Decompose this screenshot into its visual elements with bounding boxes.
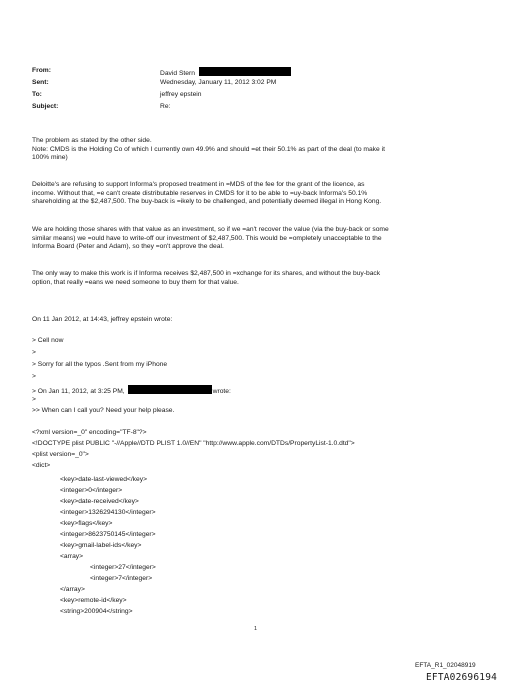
page-number: 1: [254, 626, 258, 632]
bates-number-large: EFTA02696194: [426, 672, 498, 683]
body-line: Informa Board (Peter and Adam), so they =on't approve the deal.: [32, 243, 224, 251]
xml-line: <key>date-received</key>: [60, 498, 139, 505]
xml-line: <integer>7</integer>: [90, 575, 153, 582]
quote-line: >: [32, 396, 36, 403]
quote-intro: On 11 Jan 2012, at 14:43, jeffrey epstein wrote:: [32, 316, 173, 323]
redaction-bar: [128, 385, 212, 394]
body-paragraph: [32, 137, 492, 163]
xml-line: <key>remote-id</key>: [60, 597, 127, 604]
body-paragraph: [32, 270, 492, 287]
body-line: Deloitte's are refusing to support Informa's proposed treatment in =MDS of the fee for the grant of the licence, as: [32, 181, 365, 188]
xml-line: <integer>8623750145</integer>: [60, 531, 156, 538]
body-line: We are holding those shares with that value as an investment, so if we =an't recover the value (via the buy-back or some: [32, 226, 389, 233]
xml-line: <key>date-last-viewed</key>: [60, 476, 147, 483]
from-label: From:: [32, 67, 51, 74]
to-label: To:: [32, 91, 42, 98]
subject-label: Subject:: [32, 103, 59, 110]
quote-line: > Cell now: [32, 337, 64, 344]
xml-line: <integer>1326294130</integer>: [60, 509, 156, 516]
xml-line: <!DOCTYPE plist PUBLIC "-//Apple//DTD PLIST 1.0//EN" "http://www.apple.com/DTDs/PropertyList-1.0.dtd">: [32, 440, 355, 447]
xml-line: <?xml version=_0" encoding="TF-8"?>: [32, 429, 147, 436]
subject-value: Re:: [160, 103, 171, 110]
body-line: shareholding at the $2,487,500. The buy-back is =ikely to be challenged, and potentially deemed illegal in Hong Kong.: [32, 198, 382, 206]
quote-line: >: [32, 373, 36, 380]
sent-label: Sent:: [32, 79, 49, 86]
body-line: The only way to make this work is if Informa receives $2,487,500 in =xchange for its shares, and without the buy-back: [32, 270, 381, 277]
body-line: Note: CMDS is the Holding Co of which I currently own 49.9% and should =et their 50.1% as part of the deal (to make it: [32, 145, 385, 153]
xml-line: <integer>27</integer>: [90, 564, 156, 571]
quote-line: >: [32, 349, 36, 356]
body-line: 100% mine): [32, 154, 68, 162]
xml-line: <dict>: [32, 462, 51, 469]
from-name: David Stern: [160, 70, 195, 77]
xml-line: <string>200904</string>: [60, 608, 133, 615]
xml-line: </array>: [60, 586, 85, 593]
body-paragraph: [32, 226, 492, 252]
xml-line: <integer>0</integer>: [60, 487, 123, 494]
quote-line-start: > On Jan 11, 2012, at 3:25 PM,: [32, 388, 125, 395]
body-line: similar means) we =ould have to write-off our investment of $2,487,500. This would be =ompletely unacceptable to the: [32, 234, 382, 242]
quote-line: > Sorry for all the typos .Sent from my iPhone: [32, 361, 168, 368]
body-line: The problem as stated by the other side.: [32, 137, 152, 144]
body-line: income. Without that, =e can't create distributable reserves in CMDS for it to be able to =uy-back Informa's 50.1%: [32, 189, 368, 197]
body-paragraph: [32, 181, 492, 207]
to-value: jeffrey epstein: [160, 91, 202, 98]
bates-number-small: EFTA_R1_02048919: [415, 662, 476, 669]
xml-line: <plist version=_0">: [32, 451, 89, 458]
sent-value: Wednesday, January 11, 2012 3:02 PM: [160, 79, 277, 86]
quote-line: [32, 385, 231, 397]
xml-line: <key>flags</key>: [60, 520, 113, 527]
xml-line: <array>: [60, 553, 84, 560]
redaction-bar: [199, 67, 291, 76]
body-line: option, that really =eans we need someone to buy them for that value.: [32, 278, 239, 286]
from-value: [160, 67, 291, 79]
quote-line: >> When can I call you? Need your help please.: [32, 407, 175, 414]
xml-line: <key>gmail-label-ids</key>: [60, 542, 142, 549]
quote-line-end: wrote:: [212, 388, 231, 395]
